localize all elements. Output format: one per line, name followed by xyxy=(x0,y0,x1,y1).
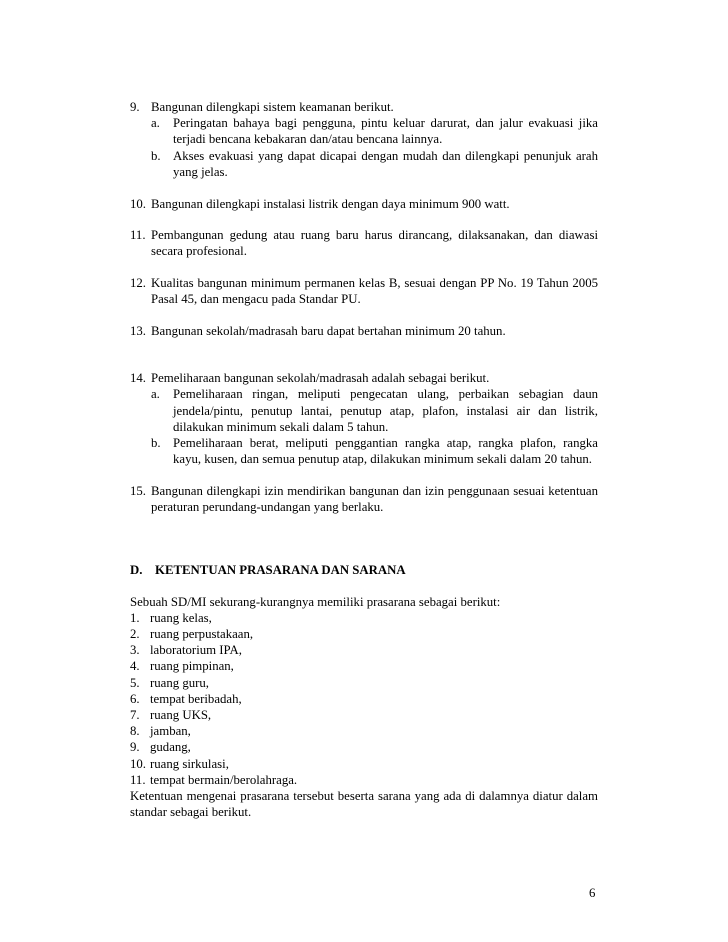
list-item xyxy=(130,642,598,658)
section-letter: D. xyxy=(130,562,143,577)
list-item xyxy=(130,707,598,723)
sub-item-text: Peringatan bahaya bagi pengguna, pintu keluar darurat, dan jalur evakuasi jika terjadi bencana kebakaran dan/atau bencana lainnya. xyxy=(173,116,598,147)
list-number: 9. xyxy=(130,740,140,755)
sub-item-text: Akses evakuasi yang dapat dicapai dengan mudah dan dilengkapi penunjuk arah yang jelas. xyxy=(173,148,598,179)
item-15 xyxy=(130,483,598,515)
item-text: Pembangunan gedung atau ruang baru harus dirancang, dilaksanakan, dan diawasi secara profesional. xyxy=(151,228,598,259)
list-number: 7. xyxy=(130,707,140,722)
list-number: 1. xyxy=(130,610,140,625)
section-heading xyxy=(130,562,598,578)
section-title: KETENTUAN PRASARANA DAN SARANA xyxy=(155,562,406,577)
list-item xyxy=(130,691,598,707)
list-item xyxy=(130,658,598,674)
list-text: ruang pimpinan, xyxy=(150,659,234,674)
item-text: Pemeliharaan bangunan sekolah/madrasah adalah sebagai berikut. xyxy=(151,371,490,386)
list-item xyxy=(130,756,598,772)
item-number: 14. xyxy=(130,371,146,386)
item-text: Bangunan dilengkapi sistem keamanan berikut. xyxy=(151,100,394,114)
sub-item-letter: a. xyxy=(151,116,160,131)
item-14 xyxy=(130,370,598,386)
list-item xyxy=(130,772,598,788)
page-content xyxy=(130,99,598,820)
item-number: 11. xyxy=(130,228,146,243)
list-text: ruang kelas, xyxy=(150,610,212,625)
item-text: Bangunan dilengkapi izin mendirikan bangunan dan izin penggunaan sesuai ketentuan peraturan perundang-undangan yang berlaku. xyxy=(151,483,598,515)
list-text: ruang perpustakaan, xyxy=(150,626,254,641)
list-item xyxy=(130,723,598,739)
list-text: tempat bermain/berolahraga. xyxy=(150,772,298,787)
item-number: 9. xyxy=(130,100,140,114)
sub-item-letter: b. xyxy=(151,148,161,163)
item-11 xyxy=(130,227,598,259)
item-10 xyxy=(130,196,598,212)
sub-item-letter: a. xyxy=(151,387,160,402)
item-text: Bangunan dilengkapi instalasi listrik dengan daya minimum 900 watt. xyxy=(151,196,510,211)
list-item xyxy=(130,675,598,691)
list-text: ruang sirkulasi, xyxy=(150,756,229,771)
section-intro: Sebuah SD/MI sekurang-kurangnya memiliki prasarana sebagai berikut: xyxy=(130,594,501,609)
sub-item-text: Pemeliharaan berat, meliputi penggantian rangka atap, rangka plafon, rangka kayu, kusen, dan semua penutup atap, dilakukan minimum sekali dalam 20 tahun. xyxy=(173,436,598,467)
list-item xyxy=(130,626,598,642)
list-text: jamban, xyxy=(150,724,191,739)
list-number: 2. xyxy=(130,626,140,641)
item-number: 15. xyxy=(130,483,146,498)
sub-item-text: Pemeliharaan ringan, meliputi pengecatan ulang, perbaikan sebagian daun jendela/pintu, penutup lantai, penutup atap, plafon, instalasi air dan listrik, dilakukan minimum sekali dalam 5 tahun. xyxy=(173,387,598,434)
item-13 xyxy=(130,323,598,339)
list-number: 8. xyxy=(130,724,140,739)
item-9 xyxy=(130,99,598,115)
list-number: 4. xyxy=(130,659,140,674)
list-number: 3. xyxy=(130,643,140,658)
item-9-sub-b xyxy=(130,148,598,180)
list-number: 5. xyxy=(130,675,140,690)
list-text: ruang guru, xyxy=(150,675,209,690)
list-number: 10. xyxy=(130,756,146,771)
section-closing: Ketentuan mengenai prasarana tersebut beserta sarana yang ada di dalamnya diatur dalam standar sebagai berikut. xyxy=(130,789,598,820)
list-item xyxy=(130,610,598,626)
item-number: 13. xyxy=(130,324,146,339)
list-text: laboratorium IPA, xyxy=(150,643,242,658)
sub-item-letter: b. xyxy=(151,436,161,451)
item-14-sub-b xyxy=(130,435,598,467)
list-text: tempat beribadah, xyxy=(150,691,242,706)
item-number: 10. xyxy=(130,196,146,211)
list-number: 6. xyxy=(130,691,140,706)
item-12 xyxy=(130,275,598,307)
page-number: 6 xyxy=(589,886,596,900)
item-14-sub-a xyxy=(130,386,598,435)
item-number: 12. xyxy=(130,276,146,291)
list-number: 11. xyxy=(130,772,146,787)
item-9-sub-a xyxy=(130,115,598,147)
item-text: Kualitas bangunan minimum permanen kelas B, sesuai dengan PP No. 19 Tahun 2005 Pasal 45, dan mengacu pada Standar PU. xyxy=(151,276,598,307)
list-item xyxy=(130,739,598,755)
list-text: ruang UKS, xyxy=(150,707,212,722)
item-text: Bangunan sekolah/madrasah baru dapat bertahan minimum 20 tahun. xyxy=(151,324,506,339)
list-text: gudang, xyxy=(150,740,191,755)
